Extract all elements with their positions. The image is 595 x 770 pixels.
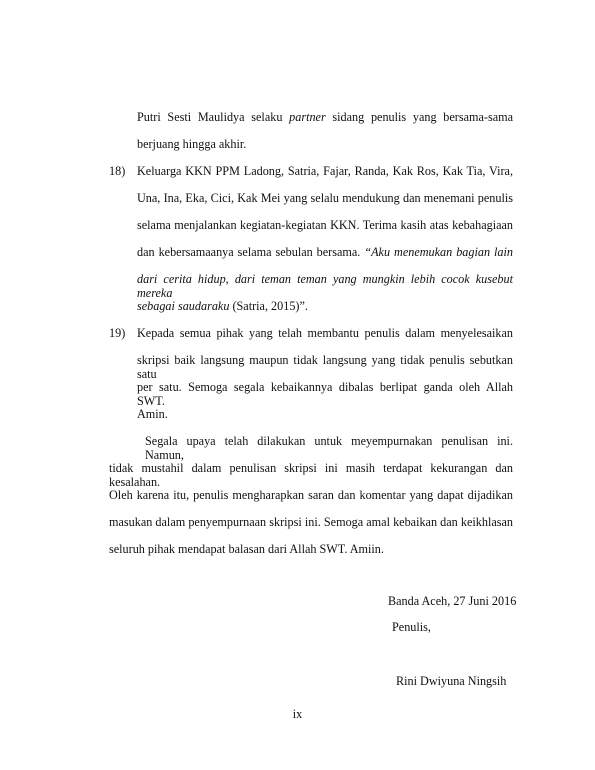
paragraph-line: Segala upaya telah dilakukan untuk meyempurnakan penulisan ini. Namun, bbox=[145, 434, 513, 462]
list-item-line: Amin. bbox=[137, 407, 168, 421]
italic-text: partner bbox=[289, 110, 326, 124]
signature-role: Penulis, bbox=[392, 620, 431, 634]
signature-place-date: Banda Aceh, 27 Juni 2016 bbox=[388, 594, 517, 608]
italic-text: dari cerita hidup, dari teman teman yang mungkin lebih cocok kusebut mereka bbox=[137, 272, 513, 300]
paragraph-line: masukan dalam penyempurnaan skripsi ini. Semoga amal kebaikan dan keikhlasan bbox=[109, 515, 513, 529]
paragraph-line: tidak mustahil dalam penulisan skripsi ini masih terdapat kekurangan dan kesalahan. bbox=[109, 461, 513, 489]
paragraph-line: seluruh pihak mendapat balasan dari Allah SWT. Amiin. bbox=[109, 542, 384, 556]
list-item-line: Kepada semua pihak yang telah membantu penulis dalam menyelesaikan bbox=[137, 326, 513, 340]
list-item-line: selama menjalankan kegiatan-kegiatan KKN. Terima kasih atas kebahagiaan bbox=[137, 218, 513, 232]
list-item-line bbox=[137, 272, 513, 300]
italic-text: “Aku menemukan bagian lain bbox=[364, 245, 513, 259]
list-item-number: 18) bbox=[109, 164, 126, 178]
list-item-number: 19) bbox=[109, 326, 126, 340]
list-item-line: Keluarga KKN PPM Ladong, Satria, Fajar, Randa, Kak Ros, Kak Tia, Vira, bbox=[137, 164, 513, 178]
list-item-line: Putri Sesti Maulidya selaku partner sidang penulis yang bersama-sama bbox=[137, 110, 514, 124]
italic-text: sebagai saudaraku bbox=[137, 299, 230, 313]
page-number: ix bbox=[292, 707, 303, 721]
paragraph-line: Oleh karena itu, penulis mengharapkan saran dan komentar yang dapat dijadikan bbox=[109, 488, 513, 502]
list-item-line: Una, Ina, Eka, Cici, Kak Mei yang selalu mendukung dan menemani penulis bbox=[137, 191, 513, 205]
list-item-line: skripsi baik langsung maupun tidak langsung yang tidak penulis sebutkan satu bbox=[137, 353, 513, 381]
list-item-line: dan kebersamaanya selama sebulan bersama. “Aku menemukan bagian lain bbox=[137, 245, 513, 259]
list-item-line: sebagai saudaraku (Satria, 2015)”. bbox=[137, 299, 308, 313]
list-item-line: per satu. Semoga segala kebaikannya dibalas berlipat ganda oleh Allah SWT. bbox=[137, 380, 513, 408]
signature-name: Rini Dwiyuna Ningsih bbox=[396, 674, 507, 688]
list-item-line: berjuang hingga akhir. bbox=[137, 137, 247, 151]
